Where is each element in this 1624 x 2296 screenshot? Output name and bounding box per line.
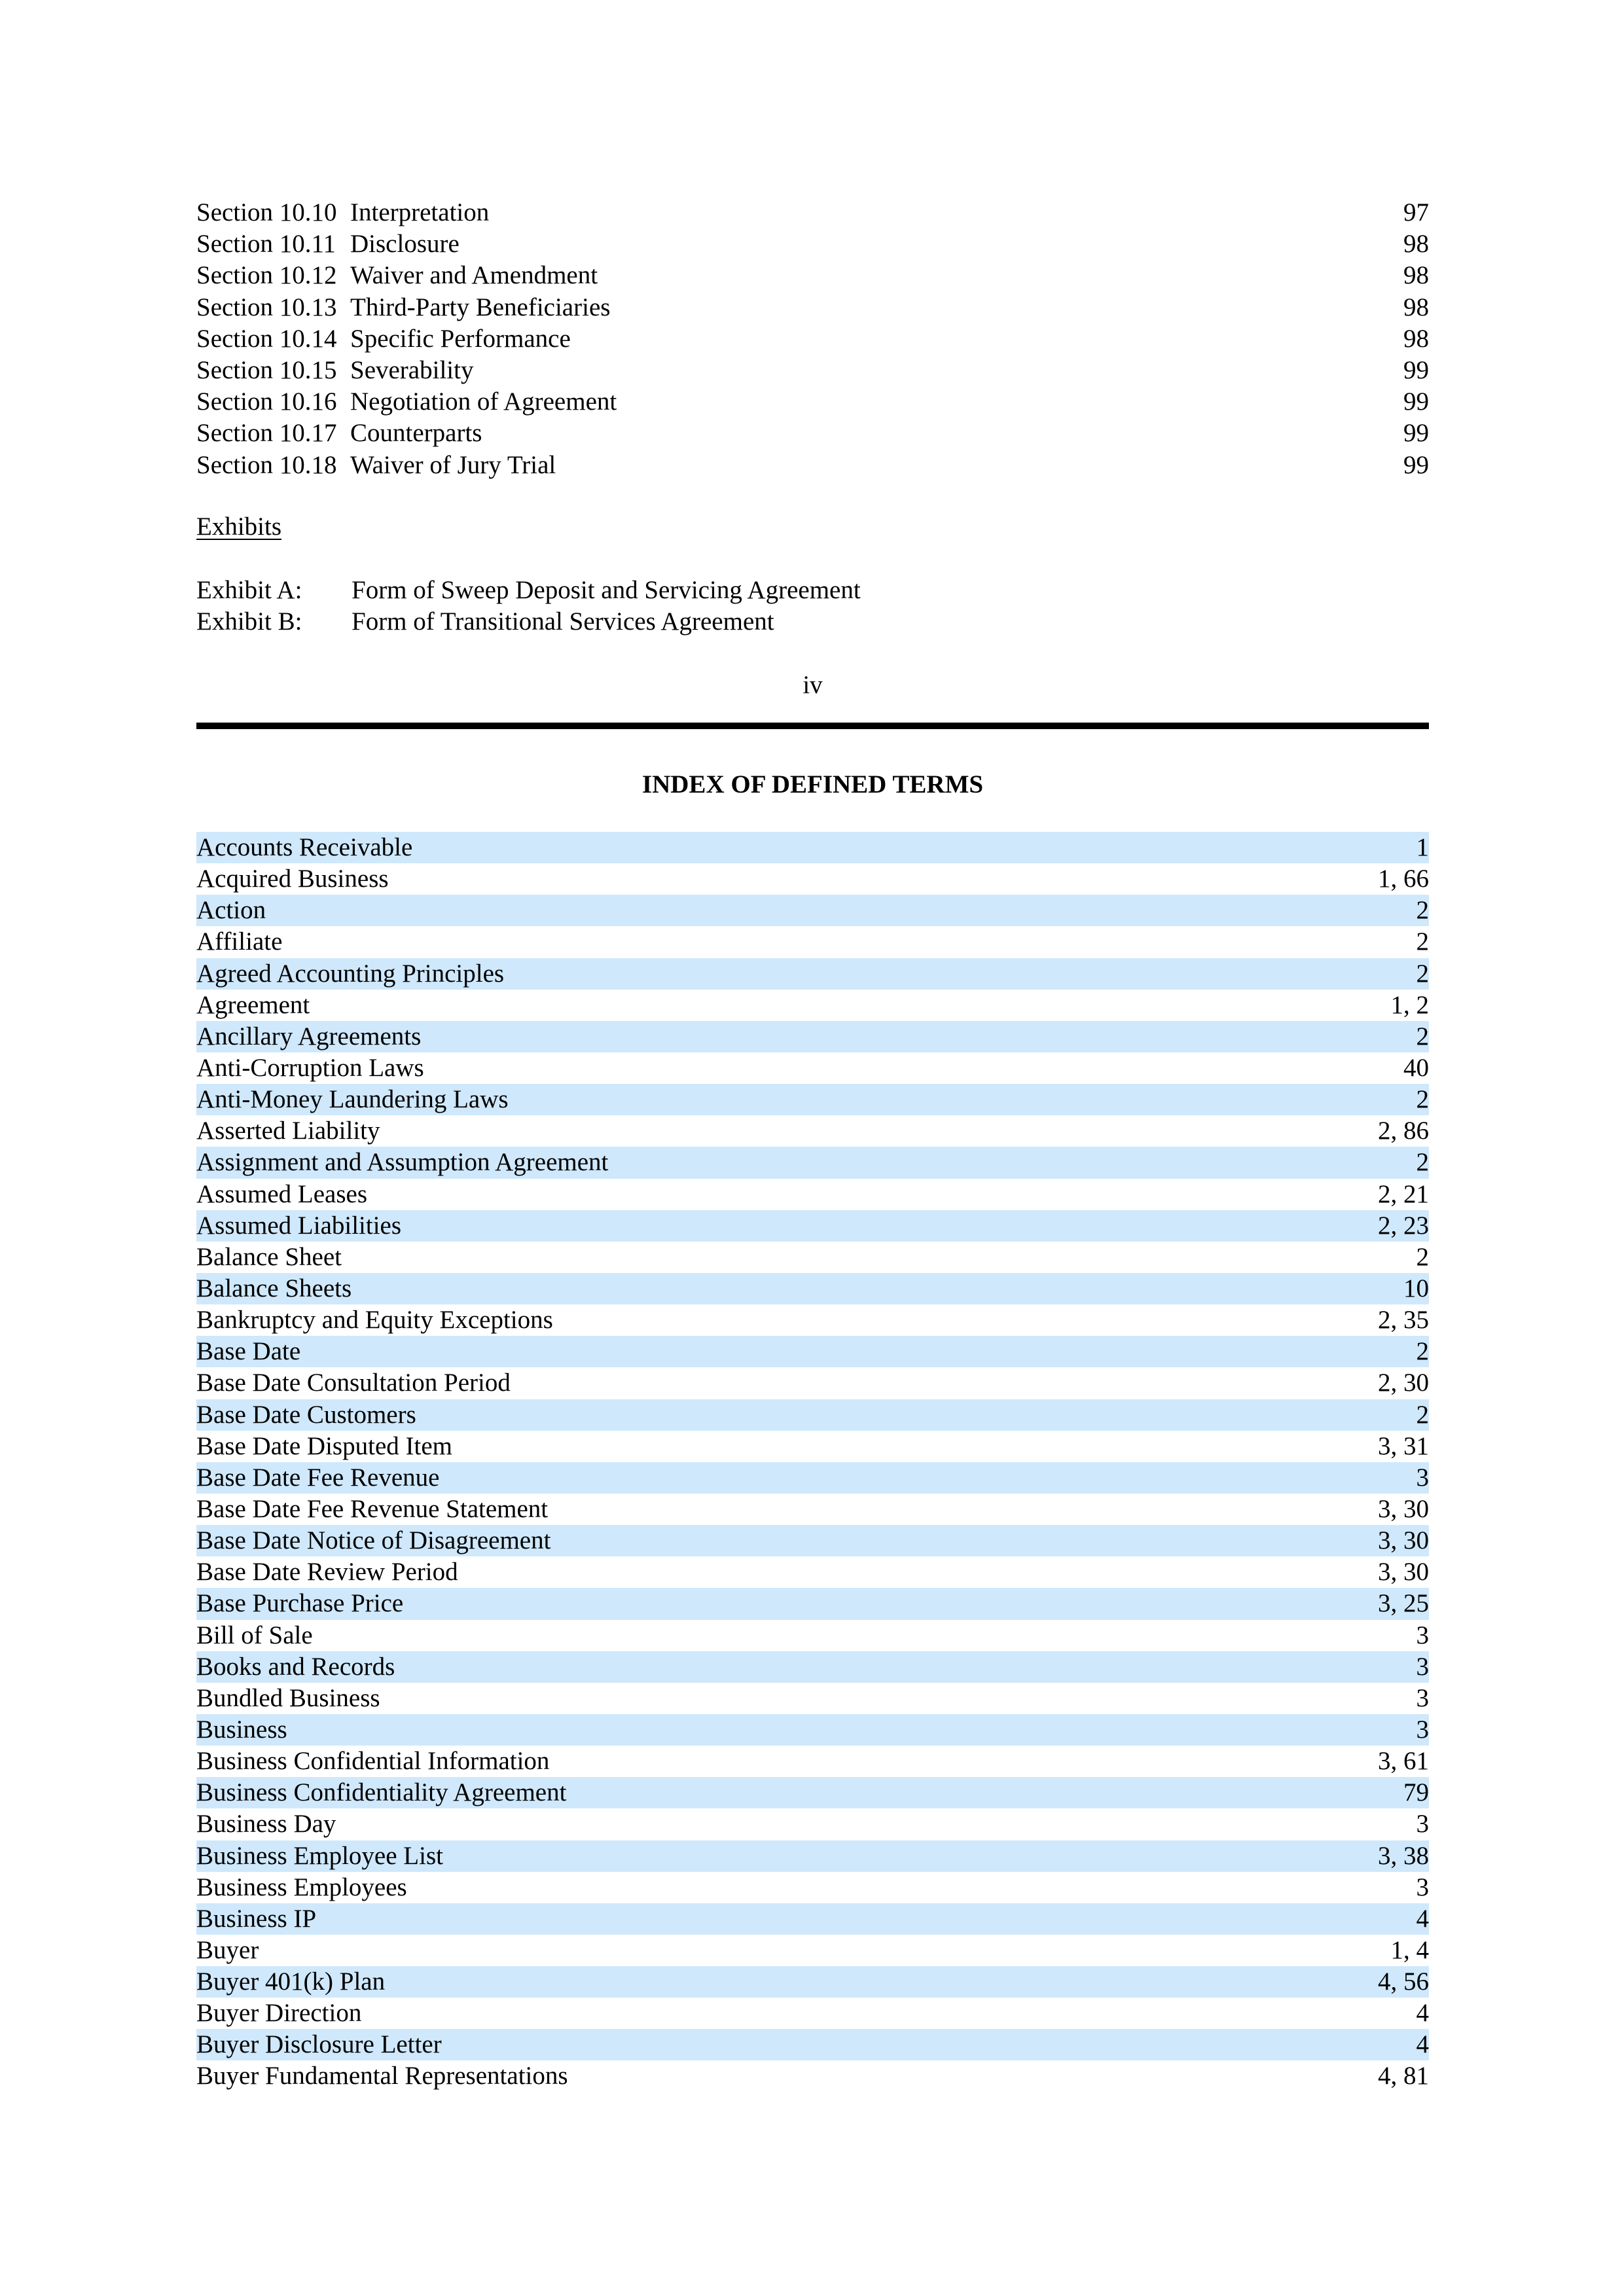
toc-section-title: Specific Performance	[350, 324, 571, 353]
toc-page-number: 99	[1403, 355, 1429, 384]
index-entry	[196, 1840, 1429, 1872]
index-page-refs: 2	[1416, 927, 1429, 956]
index-entry	[196, 1808, 1429, 1840]
index-term: Affiliate	[196, 927, 283, 956]
index-page-refs: 79	[1403, 1778, 1429, 1807]
index-term: Bundled Business	[196, 1683, 380, 1712]
exhibit-title: Form of Sweep Deposit and Servicing Agreement	[352, 576, 861, 604]
index-page-refs: 2, 35	[1378, 1306, 1429, 1335]
index-entry	[196, 926, 1429, 958]
index-entry	[196, 863, 1429, 895]
toc-section-title: Interpretation	[350, 198, 490, 226]
index-entry	[196, 832, 1429, 863]
index-entry	[196, 1367, 1429, 1399]
index-entry	[196, 1620, 1429, 1651]
index-page-refs: 10	[1403, 1274, 1429, 1302]
index-page-refs: 3	[1416, 1715, 1429, 1744]
index-page-refs: 1, 2	[1390, 990, 1429, 1019]
index-term: Buyer 401(k) Plan	[196, 1967, 386, 1996]
index-term: Base Date Disputed Item	[196, 1431, 452, 1460]
index-entry	[196, 895, 1429, 926]
index-title: INDEX OF DEFINED TERMS	[641, 770, 984, 798]
index-page-refs: 2	[1416, 1148, 1429, 1177]
index-term: Buyer	[196, 1935, 259, 1964]
index-page-refs: 4	[1416, 1999, 1429, 2028]
toc-section-number: Section 10.13	[196, 293, 337, 321]
index-entry	[196, 1147, 1429, 1178]
page-number: iv	[803, 671, 823, 699]
index-term: Base Date Fee Revenue Statement	[196, 1494, 549, 1523]
index-term: Business IP	[196, 1904, 317, 1933]
index-term: Business Employees	[196, 1873, 407, 1901]
index-page-refs: 3, 30	[1378, 1494, 1429, 1523]
index-term: Buyer Fundamental Representations	[196, 2062, 568, 2090]
index-entry	[196, 1336, 1429, 1367]
table-of-contents	[196, 197, 1429, 481]
index-entry	[196, 1966, 1429, 1998]
index-page-refs: 2	[1416, 1022, 1429, 1050]
toc-section-title: Waiver of Jury Trial	[350, 450, 556, 479]
index-page-refs: 3	[1416, 1652, 1429, 1681]
toc-entry	[196, 228, 1429, 260]
index-term: Base Date Customers	[196, 1400, 416, 1429]
page-separator	[196, 723, 1429, 729]
index-entry	[196, 1746, 1429, 1777]
index-entry	[196, 1021, 1429, 1052]
index-page-refs: 2, 30	[1378, 1369, 1429, 1397]
index-entry	[196, 958, 1429, 990]
toc-section-title: Counterparts	[350, 419, 482, 448]
index-term: Assignment and Assumption Agreement	[196, 1148, 609, 1177]
index-entry	[196, 1588, 1429, 1619]
toc-section-title: Waiver and Amendment	[350, 261, 598, 290]
index-term: Business Confidential Information	[196, 1747, 550, 1776]
index-term: Accounts Receivable	[196, 833, 413, 861]
index-page-refs: 2	[1416, 1400, 1429, 1429]
toc-entry	[196, 260, 1429, 291]
toc-section-title: Negotiation of Agreement	[350, 387, 617, 416]
index-term: Base Date Consultation Period	[196, 1369, 511, 1397]
index-term: Assumed Leases	[196, 1179, 368, 1208]
index-term: Balance Sheets	[196, 1274, 352, 1302]
index-page-refs: 3, 61	[1378, 1747, 1429, 1776]
exhibit-entry	[196, 575, 1429, 606]
index-page-refs: 4, 81	[1378, 2062, 1429, 2090]
index-entry	[196, 1683, 1429, 1714]
toc-section-number: Section 10.17	[196, 419, 337, 448]
index-page-refs: 1, 66	[1378, 865, 1429, 893]
index-term: Base Date Notice of Disagreement	[196, 1526, 551, 1555]
index-page-refs: 3	[1416, 1873, 1429, 1901]
index-entry	[196, 1998, 1429, 2029]
toc-section-title: Disclosure	[350, 230, 460, 259]
index-entry	[196, 1556, 1429, 1588]
toc-section-title: Third-Party Beneficiaries	[350, 293, 611, 321]
index-entry	[196, 1431, 1429, 1462]
index-entry	[196, 1084, 1429, 1115]
index-term: Business	[196, 1715, 287, 1744]
index-page-refs: 40	[1403, 1053, 1429, 1082]
toc-section-number: Section 10.16	[196, 387, 337, 416]
toc-section-number: Section 10.10	[196, 198, 337, 226]
index-term: Business Employee List	[196, 1841, 443, 1870]
toc-section-title: Severability	[350, 355, 474, 384]
index-entry	[196, 1179, 1429, 1210]
toc-entry	[196, 323, 1429, 355]
index-page-refs: 4, 56	[1378, 1967, 1429, 1996]
index-term: Buyer Disclosure Letter	[196, 2030, 442, 2059]
index-page-refs: 2, 23	[1378, 1211, 1429, 1240]
index-entry	[196, 2060, 1429, 2092]
index-page-refs: 3, 25	[1378, 1589, 1429, 1618]
toc-page-number: 99	[1403, 419, 1429, 448]
index-term: Bankruptcy and Equity Exceptions	[196, 1306, 553, 1335]
index-entry	[196, 1462, 1429, 1494]
index-page-refs: 2	[1416, 1085, 1429, 1114]
index-term: Base Date	[196, 1337, 301, 1366]
index-term: Action	[196, 896, 266, 925]
index-page-refs: 2	[1416, 959, 1429, 988]
index-term: Acquired Business	[196, 865, 389, 893]
toc-section-number: Section 10.11	[196, 230, 336, 259]
index-term: Ancillary Agreements	[196, 1022, 422, 1050]
toc-entry	[196, 450, 1429, 481]
index-entry	[196, 1872, 1429, 1903]
exhibit-label: Exhibit B:	[196, 607, 302, 636]
index-page-refs: 4	[1416, 2030, 1429, 2059]
index-term: Anti-Money Laundering Laws	[196, 1085, 509, 1114]
index-page-refs: 3	[1416, 1683, 1429, 1712]
index-entry	[196, 1651, 1429, 1683]
index-page-refs: 3	[1416, 1810, 1429, 1839]
index-page-refs: 3, 30	[1378, 1558, 1429, 1587]
toc-entry	[196, 418, 1429, 449]
index-term: Buyer Direction	[196, 1999, 362, 2028]
toc-section-number: Section 10.18	[196, 450, 337, 479]
exhibits-heading: Exhibits	[196, 512, 282, 541]
index-entry	[196, 1399, 1429, 1431]
toc-section-number: Section 10.15	[196, 355, 337, 384]
index-page-refs: 1	[1416, 833, 1429, 861]
toc-page-number: 98	[1403, 230, 1429, 259]
index-entry	[196, 1242, 1429, 1273]
toc-page-number: 98	[1403, 261, 1429, 290]
index-entry	[196, 1714, 1429, 1746]
exhibits-list	[196, 575, 1429, 637]
index-term: Assumed Liabilities	[196, 1211, 402, 1240]
index-entry	[196, 1273, 1429, 1304]
exhibit-title: Form of Transitional Services Agreement	[352, 607, 774, 636]
index-page-refs: 2, 21	[1378, 1179, 1429, 1208]
index-page-refs: 2, 86	[1378, 1117, 1429, 1145]
index-term: Asserted Liability	[196, 1117, 380, 1145]
index-term: Books and Records	[196, 1652, 395, 1681]
toc-entry	[196, 386, 1429, 418]
index-page-refs: 3, 38	[1378, 1841, 1429, 1870]
index-term: Balance Sheet	[196, 1242, 342, 1271]
index-term: Anti-Corruption Laws	[196, 1053, 424, 1082]
index-page-refs: 4	[1416, 1904, 1429, 1933]
index-entry	[196, 1052, 1429, 1084]
index-entry	[196, 2029, 1429, 2060]
index-entry	[196, 1935, 1429, 1966]
index-entry	[196, 990, 1429, 1021]
index-term: Base Date Review Period	[196, 1558, 458, 1587]
index-term: Business Confidentiality Agreement	[196, 1778, 567, 1807]
toc-entry	[196, 292, 1429, 323]
index-entry	[196, 1777, 1429, 1808]
index-entry	[196, 1494, 1429, 1525]
index-page-refs: 3, 30	[1378, 1526, 1429, 1555]
exhibit-label: Exhibit A:	[196, 576, 302, 604]
index-entry	[196, 1525, 1429, 1556]
index-term: Agreement	[196, 990, 310, 1019]
index-entry	[196, 1210, 1429, 1242]
index-page-refs: 2	[1416, 896, 1429, 925]
toc-section-number: Section 10.14	[196, 324, 337, 353]
toc-entry	[196, 355, 1429, 386]
index-term: Base Date Fee Revenue	[196, 1463, 440, 1492]
toc-page-number: 99	[1403, 387, 1429, 416]
index-of-defined-terms	[196, 832, 1429, 2092]
index-page-refs: 3, 31	[1378, 1431, 1429, 1460]
index-page-refs: 3	[1416, 1463, 1429, 1492]
index-page-refs: 2	[1416, 1337, 1429, 1366]
index-page-refs: 3	[1416, 1621, 1429, 1649]
index-term: Bill of Sale	[196, 1621, 313, 1649]
exhibit-entry	[196, 606, 1429, 637]
toc-page-number: 97	[1403, 198, 1429, 226]
toc-section-number: Section 10.12	[196, 261, 337, 290]
index-entry	[196, 1115, 1429, 1147]
toc-entry	[196, 197, 1429, 228]
toc-page-number: 98	[1403, 293, 1429, 321]
toc-page-number: 98	[1403, 324, 1429, 353]
index-term: Agreed Accounting Principles	[196, 959, 505, 988]
index-entry	[196, 1903, 1429, 1935]
index-term: Base Purchase Price	[196, 1589, 404, 1618]
index-entry	[196, 1304, 1429, 1336]
index-page-refs: 1, 4	[1390, 1935, 1429, 1964]
index-term: Business Day	[196, 1810, 336, 1839]
index-page-refs: 2	[1416, 1242, 1429, 1271]
toc-page-number: 99	[1403, 450, 1429, 479]
